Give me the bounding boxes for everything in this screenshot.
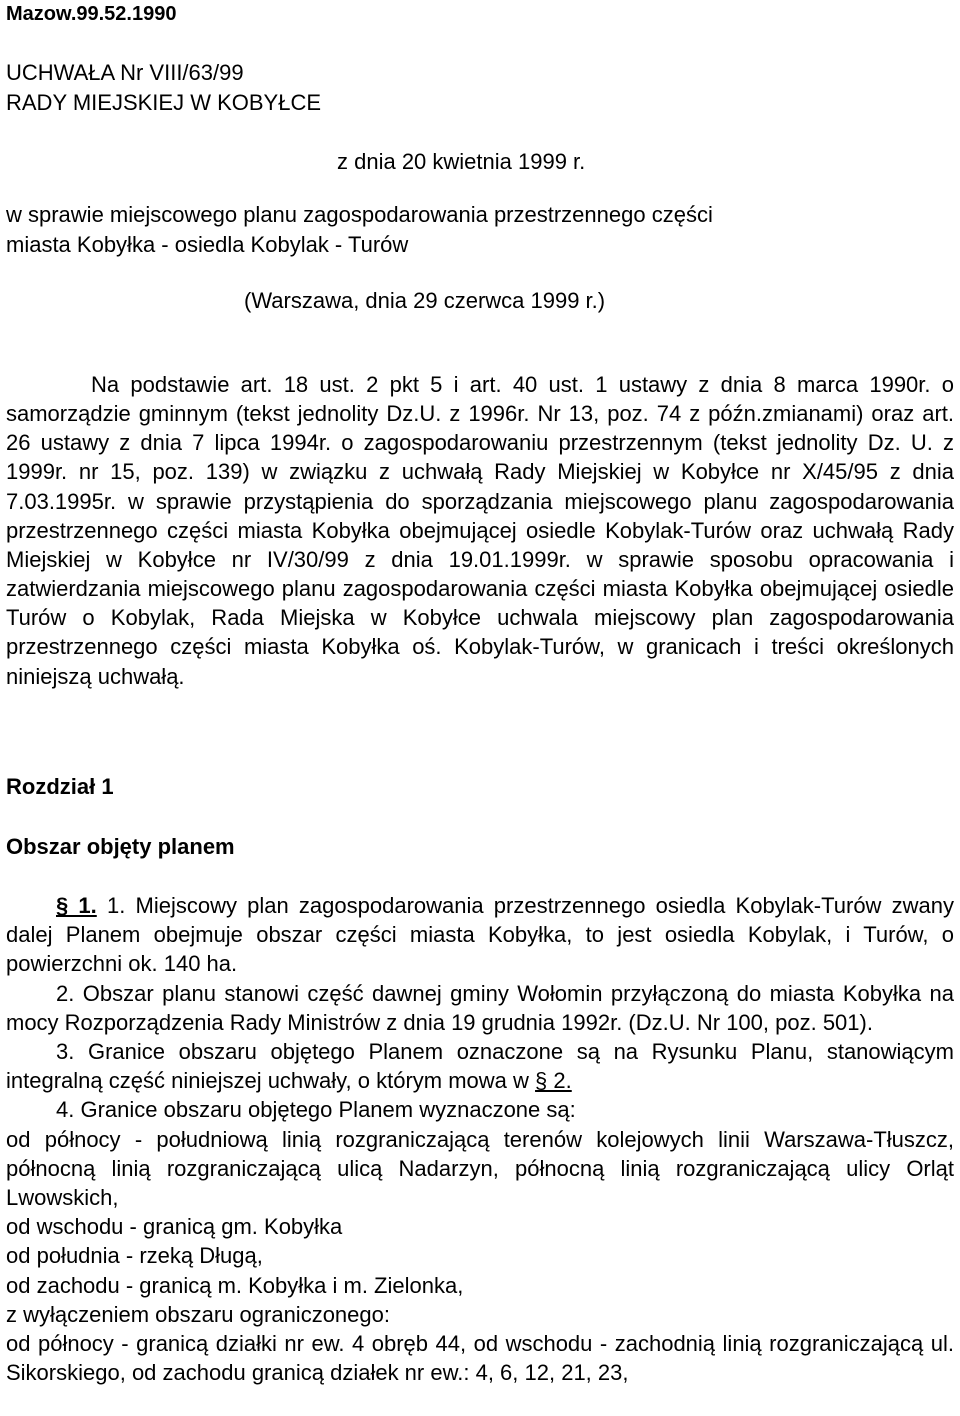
chapter-subheading: Obszar objęty planem: [6, 834, 235, 859]
resolution-title-line-2: RADY MIEJSKIEJ W KOBYŁCE: [6, 90, 322, 115]
resolution-date: z dnia 20 kwietnia 1999 r.: [337, 149, 586, 174]
section-1-item-3: [6, 1037, 954, 1095]
exclusion-intro: z wyłączeniem obszaru ograniczonego:: [6, 1301, 390, 1327]
resolution-title: [6, 58, 321, 118]
preamble: [6, 370, 954, 691]
section-mark: § 1.: [56, 893, 97, 918]
item-3-text: 3. Granice obszaru objętego Planem oznaczone są na Rysunku Planu, stanowiącym integralną część niniejszej uchwały, o którym mowa w: [6, 1039, 954, 1094]
publication-note: (Warszawa, dnia 29 czerwca 1999 r.): [244, 288, 606, 313]
document-identifier: Mazow.99.52.1990: [6, 3, 177, 25]
chapter-heading: Rozdział 1: [6, 774, 114, 799]
section-1-item-4: 4. Granice obszaru objętego Planem wyznaczone są:: [56, 1097, 576, 1123]
preamble-text: Na podstawie art. 18 ust. 2 pkt 5 i art. 40 ust. 1 ustawy z dnia 8 marca 1990r. o samorządzie gminnym (tekst jednolity Dz.U. z 1996r. Nr 13, poz. 74 z późn.zmianami) oraz art. 26 ustawy z dnia 7 lipca 1994r. o zagospodarowaniu przestrzennym (tekst jednolity Dz. U. z 1999r. nr 15, poz. 139) w związku z uchwałą Rady Miejskiej w Kobyłce nr X/45/95 z dnia 7.03.1995r. w sprawie przystąpienia do sporządzania miejscowego planu zagospodarowania przestrzennego części miasta Kobyłka obejmującej osiedle Kobylak-Turów oraz uchwałą Rady Miejskiej w Kobyłce nr IV/30/99 z dnia 19.01.1999r. w sprawie sposobu opracowania i zatwierdzania miejscowego planu zagospodarowania części miasta Kobyłka obejmującej osiedle Turów o Kobylak, Rada Miejska w Kobyłce uchwala miejscowy plan zagospodarowania przestrzennego części miasta Kobyłka oś. Kobylak-Turów, w granicach i treści określonych niniejszą uchwałą.: [6, 372, 954, 689]
boundary-north: od północy - południową linią rozgraniczającą terenów kolejowych linii Warszawa-Tłuszcz, północną linią rozgraniczającą ulicą Nadarzyn, północną linią rozgraniczającą ulicy Orląt Lwowskich,: [6, 1126, 954, 1211]
boundary-east: od wschodu - granicą gm. Kobyłka: [6, 1214, 343, 1240]
boundary-west: od zachodu - granicą m. Kobyłka i m. Zielonka,: [6, 1272, 464, 1298]
resolution-title-line-1: UCHWAŁA Nr VIII/63/99: [6, 60, 244, 85]
section-reference: § 2.: [535, 1068, 572, 1094]
boundary-south: od południa - rzeką Długą,: [6, 1243, 263, 1269]
section-1-item-2: 2. Obszar planu stanowi część dawnej gminy Wołomin przyłączoną do miasta Kobyłka na mocy Rozporządzenia Rady Ministrów z dnia 19 grudnia 1992r. (Dz.U. Nr 100, poz. 501).: [6, 980, 954, 1035]
section-1-item-1: [6, 891, 954, 979]
section-1: [6, 891, 954, 1387]
item-1-text: 1. Miejscowy plan zagospodarowania przestrzennego osiedla Kobylak-Turów zwany dalej Planem obejmuje obszar części miasta Kobyłka, to jest osiedla Kobylak, i Turów, o powierzchni ok. 140 ha.: [6, 893, 954, 977]
exclusion-text: od północy - granicą działki nr ew. 4 obręb 44, od wschodu - zachodnią linią rozgraniczającą ul. Sikorskiego, od zachodu granicą działek nr ew.: 4, 6, 12, 21, 23,: [6, 1331, 954, 1386]
resolution-subject-line-2: miasta Kobyłka - osiedla Kobylak - Turów: [6, 232, 409, 257]
resolution-subject-line-1: w sprawie miejscowego planu zagospodarowania przestrzennego części: [6, 202, 713, 227]
resolution-subject: [6, 200, 713, 260]
